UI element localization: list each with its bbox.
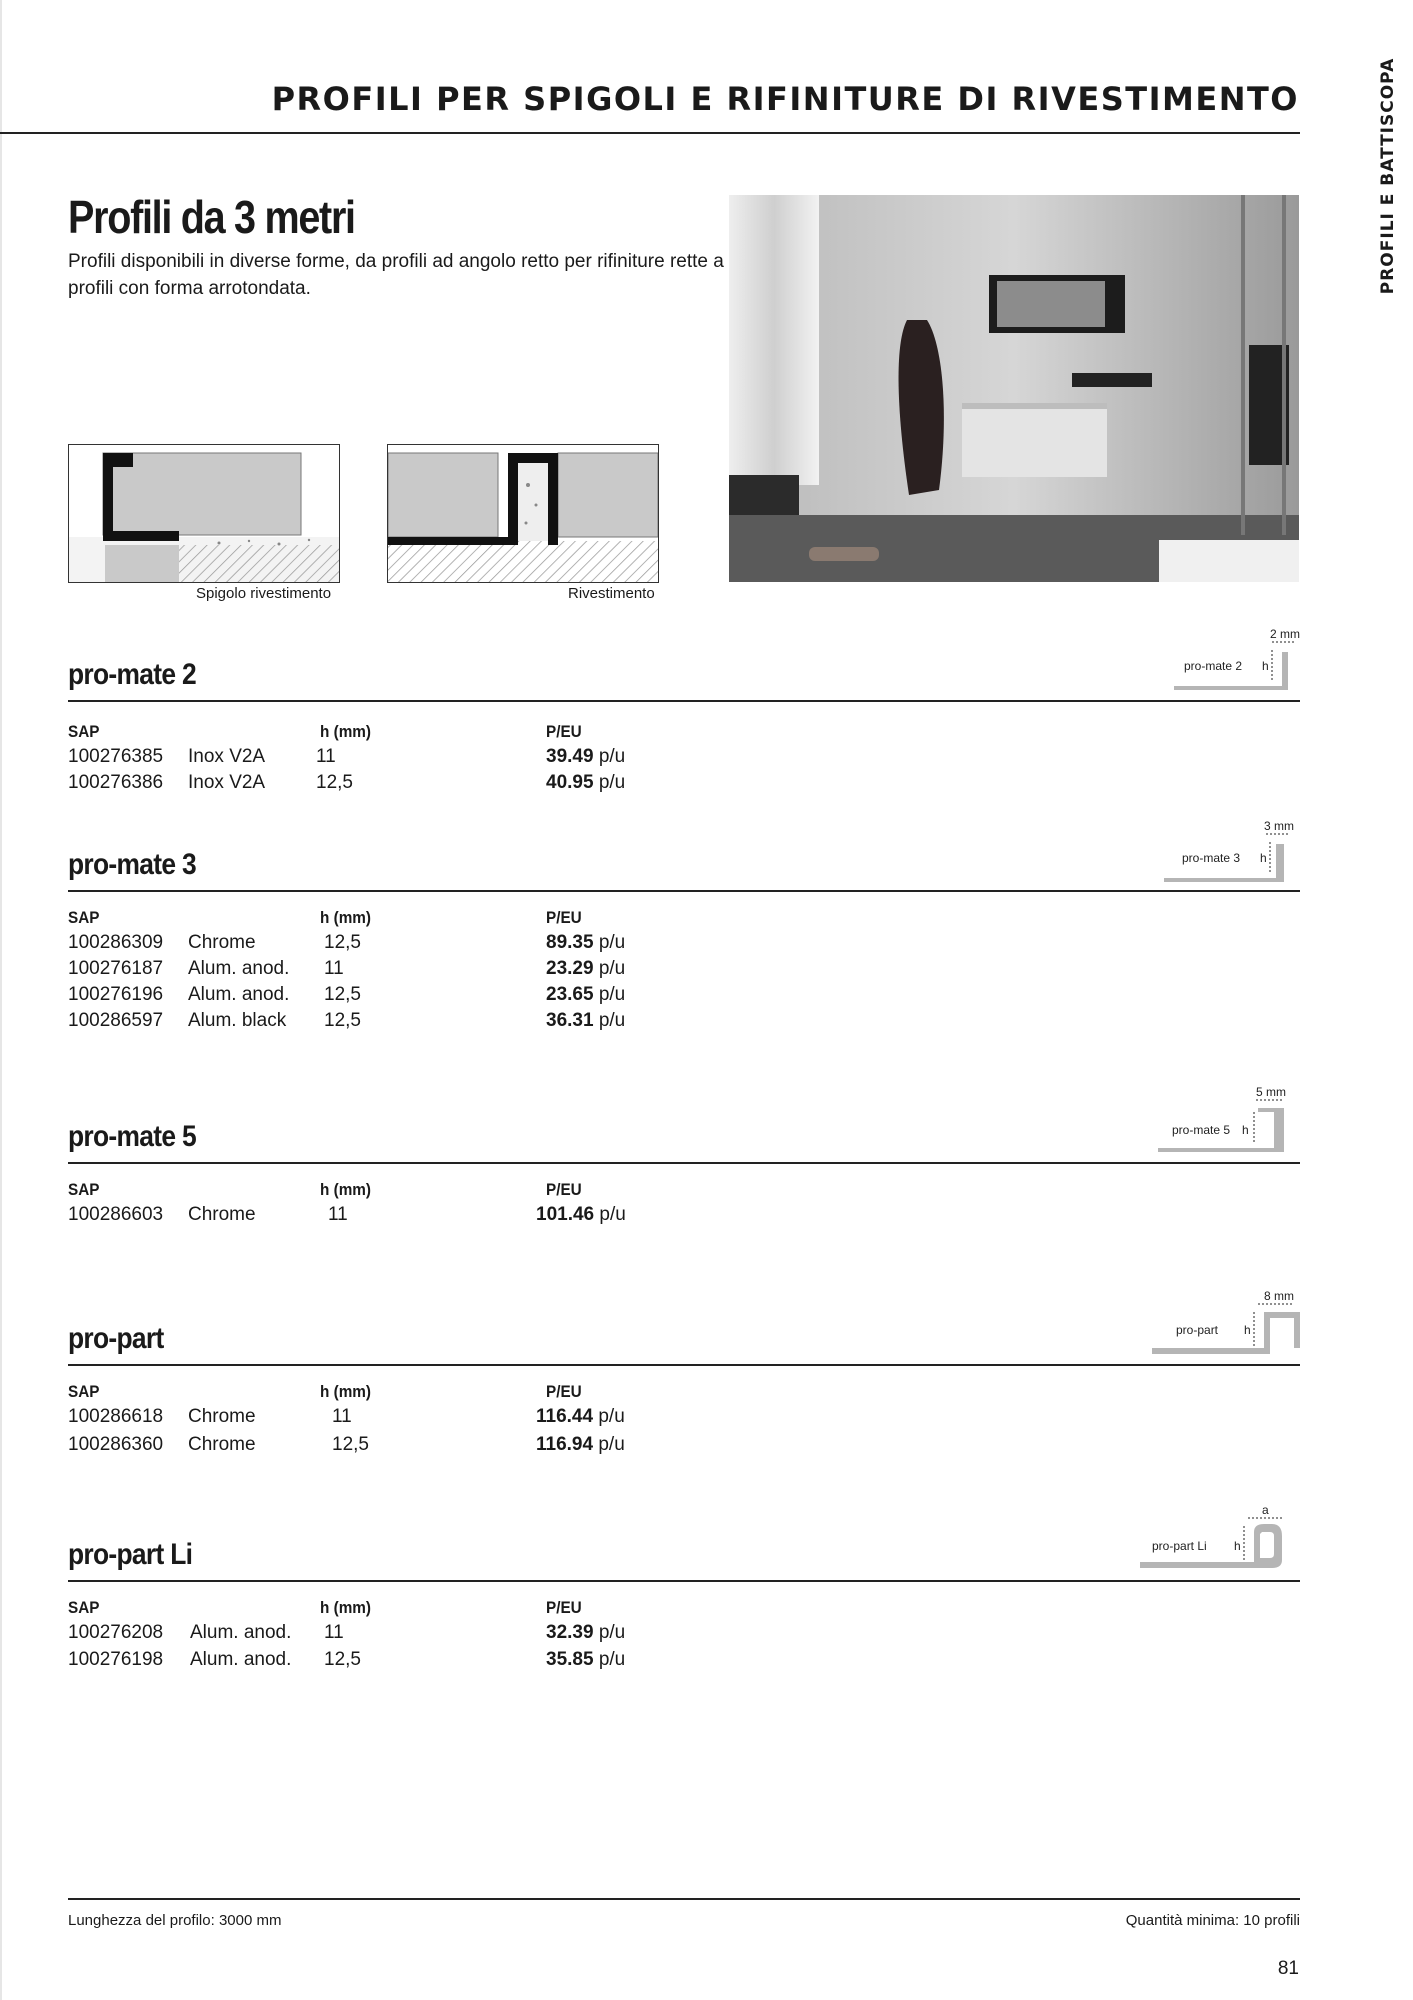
- price-value: 116.94: [536, 1434, 594, 1455]
- column-header-h: h (mm): [320, 1598, 372, 1617]
- profile-icon-label: pro-part: [1176, 1323, 1219, 1337]
- table-cell-sap: 100286618: [68, 1406, 164, 1427]
- product-divider: [68, 1580, 1300, 1582]
- table-cell-material: Inox V2A: [188, 746, 266, 767]
- price-unit: p/u: [598, 772, 626, 793]
- table-cell-sap: 100286360: [68, 1434, 164, 1455]
- price-value: 116.44: [536, 1406, 594, 1427]
- product-title-pro-part-li: pro-part Li: [68, 1538, 193, 1571]
- table-cell-price: [546, 1010, 625, 1032]
- table-cell-h: 11: [328, 1204, 348, 1225]
- profile-icon-label: pro-mate 2: [1184, 659, 1243, 673]
- profile-icon-label: pro-mate 5: [1172, 1123, 1231, 1137]
- product-divider: [68, 1364, 1300, 1366]
- table-cell-h: 12,5: [324, 932, 361, 953]
- profile-dim-label: 8 mm: [1264, 1289, 1294, 1303]
- price-value: 101.46: [536, 1204, 595, 1225]
- diagram-caption-spigolo: Spigolo rivestimento: [196, 585, 332, 602]
- table-cell-h: 12,5: [316, 772, 353, 793]
- price-unit: p/u: [598, 746, 626, 767]
- product-divider: [68, 700, 1300, 702]
- diagram-spigolo: [68, 444, 340, 583]
- column-header-sap: SAP: [68, 908, 100, 927]
- price-unit: p/u: [598, 1649, 626, 1670]
- table-cell-h: 11: [324, 1622, 344, 1643]
- table-cell-sap: 100286603: [68, 1204, 164, 1225]
- profile-icon-pro-part-li: [1136, 1500, 1286, 1577]
- column-header-sap: SAP: [68, 722, 100, 741]
- price-value: 23.65: [546, 984, 594, 1005]
- diagram-caption-rivestimento: Rivestimento: [568, 585, 655, 602]
- profile-dim-label: a: [1262, 1503, 1269, 1517]
- column-header-sap: SAP: [68, 1598, 100, 1617]
- table-cell-sap: 100276196: [68, 984, 164, 1005]
- profile-dim-label: 3 mm: [1264, 819, 1294, 833]
- column-header-price: P/EU: [546, 1382, 582, 1401]
- profile-icon-label: pro-mate 3: [1182, 851, 1241, 865]
- price-unit: p/u: [598, 1434, 625, 1455]
- page-edge-rule: [0, 0, 2, 2000]
- price-value: 36.31: [546, 1010, 594, 1031]
- table-cell-material: Chrome: [188, 932, 256, 953]
- table-cell-material: Alum. anod.: [188, 984, 290, 1005]
- side-tab: [1368, 56, 1408, 296]
- price-unit: p/u: [598, 932, 626, 953]
- footer-min-quantity: Quantità minima: 10 profili: [1125, 1912, 1300, 1929]
- table-cell-material: Chrome: [188, 1204, 256, 1225]
- column-header-price: P/EU: [546, 1598, 582, 1617]
- table-cell-sap: 100286309: [68, 932, 164, 953]
- rivestimento-drawing: [388, 445, 658, 582]
- price-value: 39.49: [546, 746, 594, 767]
- page-number: 81: [1277, 1958, 1299, 1979]
- profile-h-label: h: [1262, 659, 1269, 673]
- table-cell-material: Chrome: [188, 1434, 256, 1455]
- price-unit: p/u: [598, 1010, 626, 1031]
- product-title-pro-mate-5: pro-mate 5: [68, 1120, 196, 1153]
- product-title-pro-part: pro-part: [68, 1322, 164, 1355]
- price-value: 23.29: [546, 958, 594, 979]
- table-cell-price: [546, 984, 625, 1006]
- table-cell-price: [546, 1649, 625, 1671]
- table-cell-h: 11: [324, 958, 344, 979]
- column-header-h: h (mm): [320, 1180, 372, 1199]
- table-cell-sap: 100276208: [68, 1622, 164, 1643]
- table-cell-price: [536, 1406, 625, 1428]
- footer-profile-length: Lunghezza del profilo: 3000 mm: [68, 1912, 282, 1929]
- column-header-h: h (mm): [320, 1382, 372, 1401]
- table-cell-h: 11: [316, 746, 336, 767]
- table-cell-material: Inox V2A: [188, 772, 266, 793]
- bathroom-photo: [729, 195, 1299, 582]
- price-value: 40.95: [546, 772, 594, 793]
- table-cell-sap: 100276386: [68, 772, 164, 793]
- table-cell-sap: 100286597: [68, 1010, 164, 1031]
- table-cell-price: [546, 958, 625, 980]
- product-title-pro-mate-3: pro-mate 3: [68, 848, 196, 881]
- table-cell-sap: 100276385: [68, 746, 164, 767]
- column-header-h: h (mm): [320, 722, 372, 741]
- price-unit: p/u: [599, 1204, 626, 1225]
- price-unit: p/u: [598, 1622, 626, 1643]
- profile-dim-label: 2 mm: [1270, 627, 1300, 641]
- column-header-sap: SAP: [68, 1180, 100, 1199]
- profile-icon-label: pro-part Li: [1152, 1539, 1207, 1553]
- table-cell-material: Alum. anod.: [188, 958, 290, 979]
- profile-icon-pro-part: [1148, 1286, 1302, 1363]
- product-title-pro-mate-2: pro-mate 2: [68, 658, 196, 691]
- profile-icon-pro-mate-2: [1170, 624, 1302, 699]
- product-divider: [68, 1162, 1300, 1164]
- page-header-title: PROFILI PER SPIGOLI E RIFINITURE DI RIVESTIMENTO: [271, 80, 1299, 118]
- table-cell-material: Alum. anod.: [190, 1649, 292, 1670]
- profile-h-label: h: [1242, 1123, 1249, 1137]
- price-value: 89.35: [546, 932, 594, 953]
- table-cell-h: 11: [332, 1406, 352, 1427]
- section-title: Profili da 3 metri: [68, 191, 355, 243]
- table-cell-h: 12,5: [324, 984, 361, 1005]
- profile-h-label: h: [1260, 851, 1267, 865]
- diagram-rivestimento: [387, 444, 659, 583]
- table-cell-price: [546, 932, 625, 954]
- column-header-price: P/EU: [546, 1180, 582, 1199]
- price-unit: p/u: [598, 1406, 625, 1427]
- product-divider: [68, 890, 1300, 892]
- profile-icon-pro-mate-5: [1154, 1082, 1300, 1159]
- header-divider: [0, 132, 1300, 134]
- profile-icon-pro-mate-3: [1160, 816, 1300, 891]
- table-cell-price: [546, 1622, 625, 1644]
- table-cell-h: 12,5: [324, 1649, 361, 1670]
- table-cell-sap: 100276198: [68, 1649, 164, 1670]
- price-value: 32.39: [546, 1622, 594, 1643]
- side-tab-label: PROFILI E BATTISCOPA: [1378, 57, 1398, 295]
- profile-h-label: h: [1234, 1539, 1241, 1553]
- table-cell-h: 12,5: [324, 1010, 361, 1031]
- table-cell-price: [536, 1434, 625, 1456]
- table-cell-sap: 100276187: [68, 958, 164, 979]
- price-value: 35.85: [546, 1649, 594, 1670]
- table-cell-price: [536, 1204, 626, 1226]
- table-cell-material: Chrome: [188, 1406, 256, 1427]
- column-header-price: P/EU: [546, 908, 582, 927]
- column-header-sap: SAP: [68, 1382, 100, 1401]
- section-intro: Profili disponibili in diverse forme, da profili ad angolo retto per rifiniture rette a profili con forma arrotondata.: [68, 251, 724, 299]
- profile-h-label: h: [1244, 1323, 1251, 1337]
- table-cell-h: 12,5: [332, 1434, 369, 1455]
- table-cell-material: Alum. anod.: [190, 1622, 292, 1643]
- column-header-price: P/EU: [546, 722, 582, 741]
- price-unit: p/u: [598, 984, 626, 1005]
- footer-divider: [68, 1898, 1300, 1900]
- table-cell-material: Alum. black: [188, 1010, 287, 1031]
- price-unit: p/u: [598, 958, 626, 979]
- table-cell-price: [546, 746, 625, 768]
- table-cell-price: [546, 772, 625, 794]
- profile-dim-label: 5 mm: [1256, 1085, 1286, 1099]
- spigolo-drawing: [69, 445, 339, 582]
- column-header-h: h (mm): [320, 908, 372, 927]
- bathroom-illustration: [729, 195, 1299, 582]
